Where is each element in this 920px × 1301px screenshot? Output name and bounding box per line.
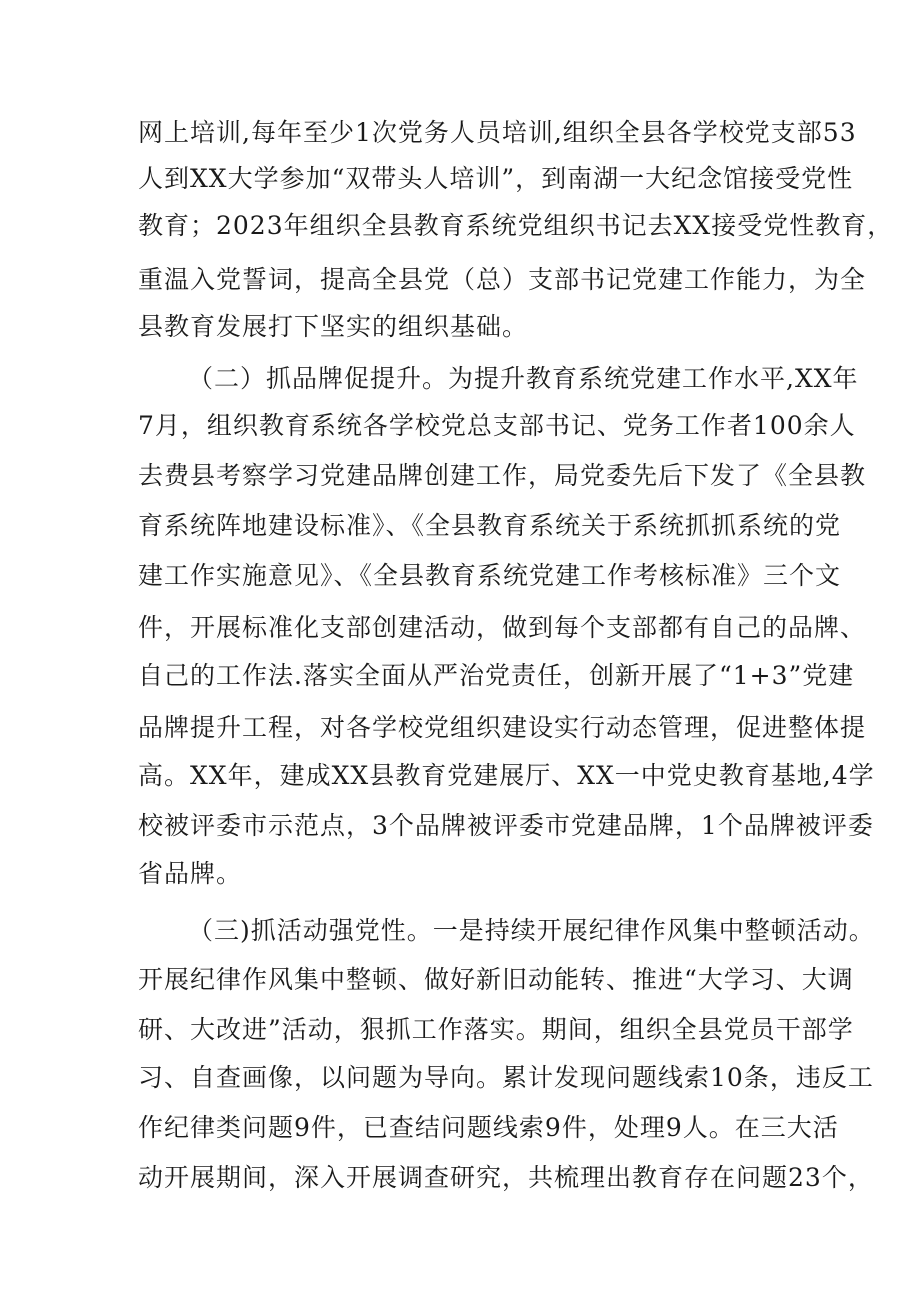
paragraph-line: 动开展期间，深入开展调查研究，共梳理出教育存在问题23个，	[138, 1163, 874, 1192]
paragraph-line: 开展纪律作风集中整顿、做好新旧动能转、推进“大学习、大调	[138, 965, 854, 994]
paragraph-line: 自己的工作法.落实全面从严治党责任，创新开展了“1+3”党建	[138, 661, 855, 690]
paragraph-line: 件，开展标准化支部创建活动，做到每个支部都有自己的品牌、	[138, 613, 867, 642]
paragraph-line: 省品牌。	[138, 859, 243, 888]
paragraph-line: 县教育发展打下坚实的组织基础。	[138, 312, 529, 341]
paragraph-line: 人到XX大学参加“双带头人培训”，到南湖一大纪念馆接受党性	[138, 164, 854, 193]
paragraph-line: 高。XX年，建成XX县教育党建展厅、XX一中党史教育基地,4学	[138, 761, 875, 790]
paragraph-line: （三)抓活动强党性。一是持续开展纪律作风集中整顿活动。	[188, 916, 875, 945]
paragraph-line: 品牌提升工程，对各学校党组织建设实行动态管理，促进整体提	[138, 713, 867, 742]
paragraph-line: 作纪律类问题9件，已查结问题线索9件，处理9人。在三大活	[138, 1113, 839, 1142]
paragraph-line: 重温入党誓词，提高全县党（总）支部书记党建工作能力，为全	[138, 265, 867, 294]
paragraph-line: 育系统阵地建设标准》、《全县教育系统关于系统抓抓系统的党	[138, 511, 842, 540]
paragraph-line: （二）抓品牌促提升。为提升教育系统党建工作水平,XX年	[188, 364, 859, 393]
paragraph-line: 网上培训,每年至少1次党务人员培训,组织全县各学校党支部53	[138, 118, 857, 147]
paragraph-line: 研、大改进”活动，狠抓工作落实。期间，组织全县党员干部学	[138, 1015, 854, 1044]
paragraph-line: 去费县考察学习党建品牌创建工作，局党委先后下发了《全县教	[138, 461, 867, 490]
paragraph-line: 习、自查画像，以问题为导向。累计发现问题线索10条，违反工	[138, 1063, 874, 1092]
paragraph-line: 校被评委市示范点，3个品牌被评委市党建品牌，1个品牌被评委	[138, 811, 874, 840]
paragraph-line: 教育；2023年组织全县教育系统党组织书记去XX接受党性教育，	[138, 211, 894, 240]
paragraph-line: 建工作实施意见》、《全县教育系统党建工作考核标准》三个文	[138, 561, 842, 590]
paragraph-line: 7月，组织教育系统各学校党总支部书记、党务工作者100余人	[138, 411, 856, 440]
